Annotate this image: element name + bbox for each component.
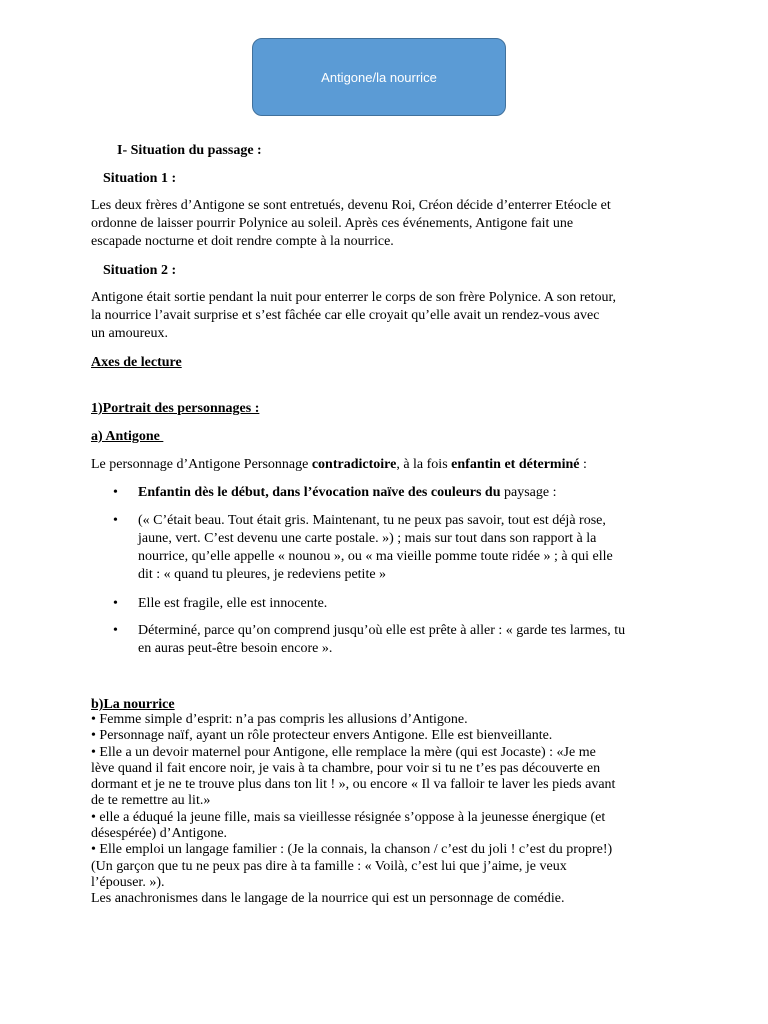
nourrice-paragraph: • Femme simple d’esprit: n’a pas compris les allusions d’Antigone. • Personnage naïf, ayant un rôle protecteur envers Antigone. Elle est bienveillante. • Elle a un devoir maternel pour Antigone, elle remplace la mère (qui est Jocaste) : «Je me lève quand il fait encore noir, je vais à ta chambre, pour voir si tu ne t’es pas découverte en dormant et je ne te trouve plus dans ton lit ! », ou encore « Il va falloir te laver les pieds avant de te remettre au lit.» • elle a éduqué la jeune fille, mais sa vieillesse résignée s’oppose à la jeunesse énergique (et désespérée) d’Antigone. • Elle emploi un langage familier : (Je la connais, la chanson / c’est du joli ! c’est du propre!) (Un garçon que tu ne peux pas dire à ta famille : « Voilà, c’est lui que j’aime, je veux l’épouser. »). Les anachronismes dans le langage de la nourrice qui est un personnage de comédie.: [91, 712, 616, 907]
situation-2-paragraph: Antigone était sortie pendant la nuit pour enterrer le corps de son frère Polynice. A son retour, la nourrice l’avait surprise et s’est fâchée car elle croyait qu’elle avait un rendez-vous avec un amoureux.: [91, 290, 617, 341]
situation-1-paragraph: Les deux frères d’Antigone se sont entretués, devenu Roi, Créon décide d’enterrer Etéocle et ordonne de laisser pourrir Polynice au soleil. Après ces événements, Antigone fait une escapade nocturne et doit rendre compte à la nourrice.: [91, 198, 611, 249]
antigone-intro: Le personnage d’Antigone Personnage contradictoire, à la fois enfantin et déterminé :: [91, 457, 587, 472]
situation-1-label: Situation 1 :: [103, 171, 177, 186]
bullet-determine: Déterminé, parce qu’on comprend jusqu’où elle est prête à aller : « garde tes larmes, tu en auras peut-être besoin encore ».: [138, 623, 626, 656]
axes-heading: Axes de lecture: [91, 355, 182, 370]
section-heading-situation: I- Situation du passage :: [117, 143, 262, 158]
title-box: [252, 38, 506, 116]
bullet-marker: •: [113, 485, 118, 500]
nourrice-heading: b)La nourrice: [91, 697, 175, 712]
bullet-marker: •: [113, 623, 118, 638]
title-box-label: Antigone/la nourrice: [321, 69, 437, 85]
bullet-marker: •: [113, 596, 118, 611]
situation-2-label: Situation 2 :: [103, 263, 177, 278]
bullet-marker: •: [113, 513, 118, 528]
bullet-fragile: Elle est fragile, elle est innocente.: [138, 596, 328, 611]
bullet-citation: (« C’était beau. Tout était gris. Maintenant, tu ne peux pas savoir, tout est déjà rose, jaune, vert. C’est devenu une carte postale. ») ; mais sur tout dans son rapport à la nourrice, qu’elle appelle « nounou », ou « ma vieille pomme toute ridée » ; à qui elle dit : « quand tu pleures, je redeviens petite »: [138, 513, 613, 582]
portrait-heading: 1)Portrait des personnages :: [91, 401, 260, 416]
bullet-enfantin: Enfantin dès le début, dans l’évocation naïve des couleurs du paysage :: [138, 485, 557, 500]
antigone-heading: a) Antigone: [91, 429, 164, 444]
